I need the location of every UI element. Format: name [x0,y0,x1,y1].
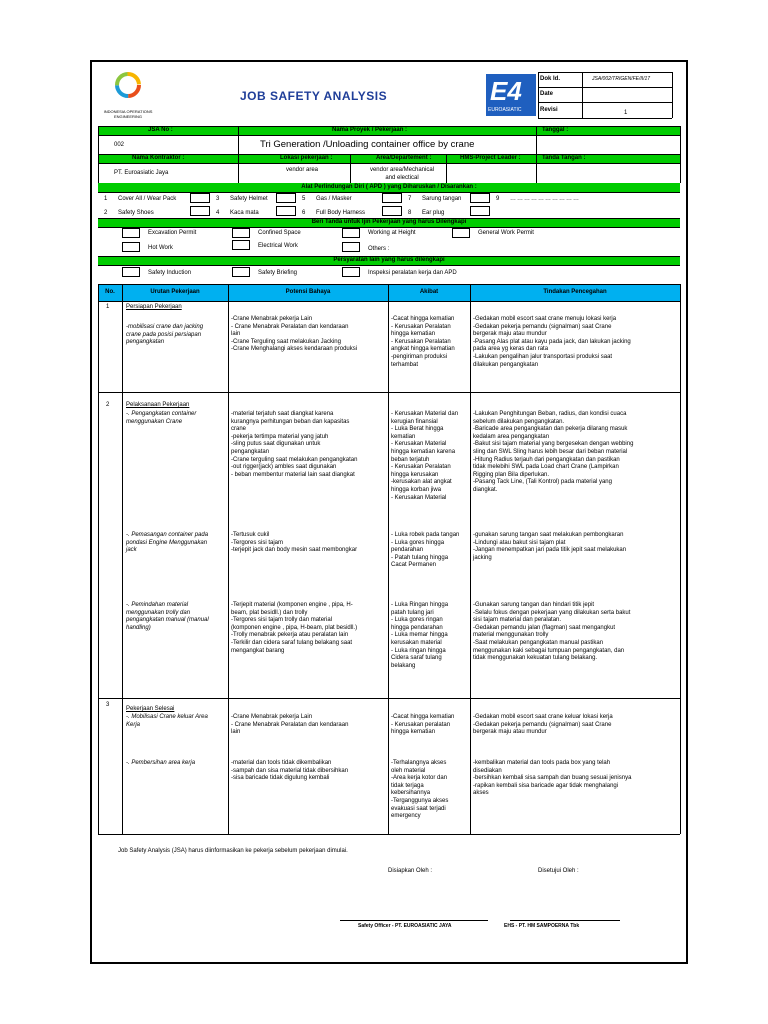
date-label: Date [540,91,554,97]
apd-checkbox-6[interactable] [382,206,402,216]
permit-checkbox-electrical[interactable] [232,240,250,250]
apd-checkbox-8[interactable] [470,206,490,216]
col-header-urutan: Urutan Pekerjaan [150,289,200,295]
apd-num-9: 9 [496,196,500,202]
s3-step1-tindakan: -Gedakan mobil escort saat crane keluar lokasi kerja -Gedakan pekerja pemandu (signalman) saat Crane bergerak maju atau mundur [473,714,613,736]
disetujui-label: Disetujui Oleh : [538,868,579,874]
s2-step1-bahaya: -material terjatuh saat diangkat karena kurangnya perhitungan beban dan kapasitas crane -pekerja tertimpa material yang jatuh -sling putus saat digunakan untuk pengangkatan -Crane terguling saat melakukan pengangkatan -out rigger(jack) ambles saat digunakan - beban membentur material lain saat diangkat [231,411,358,478]
project-label: Nama Proyek / Pekerjaan : [332,127,408,133]
s1-step1-urutan: -mobilisasi crane dan jacking crane pada posisi persiapan pengangkatan [126,324,204,346]
apd-checkbox-4[interactable] [276,206,296,216]
section-1-title: Persiapan Pekerjaan [126,304,182,310]
s2-step3-bahaya: -Terjepit material (komponen engine , pipa, H- beam, plat besidll.) dan trolly -Tergores sisi tajam trolly dan material (komponen engine , pipa, H-beam, plat besidll.) -Trolly menabrak pekerja atau peralatan lain -Terkilir dan cidera saraf tulang belakang saat mengangkat barang [231,602,358,654]
apd-checkbox-3[interactable] [276,193,296,203]
apd-checkbox-7[interactable] [470,193,490,203]
apd-label-5: Gas / Masker [316,196,352,202]
permit-label-others: Others : [368,246,390,252]
kontraktor-value: PT. Euroasiatic Jaya [114,170,169,176]
s3-step1-urutan: -. Mobilisasi Crane keluar Area Kerja [126,714,208,728]
s3-step2-urutan: -. Pembersihan area kerja [126,760,196,766]
s2-step2-bahaya: -Tertusuk cukil -Tergores sisi tajam -terjepit jack dan body mesin saat membongkar [231,532,358,554]
doc-id-label: Dok Id. [540,76,561,82]
s2-step1-akibat: - Kerusakan Material dan kerugian finansial - Luka Berat hingga kematian - Kerusakan Material hingga kematian karena beban terjatuh - Kerusakan Peralatan hingga kerusakan -kerusakan alat angkat hingga korban jiwa - Kerusakan Material [391,411,459,501]
apd-num-7: 7 [408,196,412,202]
jsa-no-value: 002 [114,142,125,148]
signatory-2: EHS - PT. HM SAMPOERNA Tbk [504,923,580,929]
lokasi-label: Lokasi pekerjaan : [280,155,333,161]
kontraktor-label: Nama Kontraktor : [132,155,185,161]
area-label: Area/Departement : [376,155,432,161]
revisi-label: Revisi [540,107,558,113]
e4-caption: EUROASIATIC [488,107,522,113]
apd-num-6: 6 [302,210,306,216]
section-2-title: Pelaksanaan Pekerjaan [126,402,190,408]
disiapkan-label: Disiapkan Oleh : [388,868,433,874]
e4-mark: E4 [490,76,522,106]
permit-label-electrical: Electrical Work [258,243,298,249]
jsa-no-label: JSA No : [148,127,173,133]
s2-step3-tindakan: -Gunakan sarung tangan dan hindari titik jepit -Selalu fokus dengan pekerjaan yang dilakukan serta bakut sisi tajam material dan peralatan. -Gedakan pemandu jalan (flagman) saat mengangkut material menggunakan trolly -Saat melakukan pengangkatan manual pastikan menggunakan kaki sebagai tumpuan pengangkatan, dan tidak menggunakan kekuatan tulang belakang. [473,602,631,662]
document-title: JOB SAFETY ANALYSIS [240,89,388,103]
apd-num-1: 1 [104,196,108,202]
permit-label-general: General Work Permit [478,230,534,236]
permit-checkbox-hotwork[interactable] [122,242,140,252]
col-header-no: No. [105,289,115,295]
hms-label: HMS-Project Leader : [460,155,521,161]
signatory-1: Safety Officer - PT. EUROASIATIC JAYA [358,923,452,929]
s3-step2-bahaya: -material dan tools tidak dikembalikan -sampah dan sisa material tidak dibersihkan -sisa baricade tidak digulung kembali [231,760,349,782]
tanggal-label: Tanggal : [542,127,569,133]
permit-label-hotwork: Hot Work [148,245,173,251]
s2-step2-akibat: - Luka robek pada tangan - Luka gores hingga pendarahan - Patah tulang hingga Cacat Permanen [391,532,460,569]
s2-step1-urutan: -. Pengangkatan container menggunakan Crane [126,411,197,425]
section-2-no: 2 [106,402,110,408]
apd-label-1: Cover All / Wear Pack [118,196,177,202]
apd-checkbox-1[interactable] [190,193,210,203]
permit-checkbox-general[interactable] [452,228,470,238]
s2-step3-akibat: - Luka Ringan hingga patah tulang jari - Luka gores ringan hingga pendarahan - Luka memar hingga kerusakan material - Luka ringan hingga Cidera saraf tulang belakang [391,602,449,669]
apd-label-4: Kaca mata [230,210,259,216]
s3-step1-bahaya: -Crane Menabrak pekerja Lain - Crane Menabrak Peralatan dan kendaraan lain [231,714,349,736]
s3-step2-akibat: -Terhalangnya akses oleh material -Area kerja kotor dan tidak terjaga kebersihannya -Terganggunya akses evakuasi saat terjadi emergency [391,760,449,820]
apd-num-2: 2 [104,210,108,216]
logo-caption: INDONESIA OPERATIONS ENGINEERING [103,109,153,119]
company-logo [98,70,158,119]
permit-label-excavation: Excavation Permit [148,230,197,236]
project-value: Tri Generation /Unloading container office by crane [260,139,475,150]
e4-logo [486,74,536,116]
revisi-value: 1 [624,110,628,116]
tanda-label: Tanda Tangan : [542,155,586,161]
permit-checkbox-height[interactable] [342,228,360,238]
s1-step1-bahaya: -Crane Menabrak pekerja Lain - Crane Menabrak Peralatan dan kendaraan lain -Crane Terguling saat melakukan Jacking -Crane Menghalangi akses kendaraan produksi [231,316,358,353]
permit-checkbox-excavation[interactable] [122,228,140,238]
apd-dots: ………………………… [510,196,580,202]
apd-checkbox-5[interactable] [382,193,402,203]
area-value: vendor area/Mechanical and electical [369,167,435,181]
apd-label-3: Safety Helmet [230,196,268,202]
section-3-no: 3 [106,702,110,708]
req-checkbox-induction[interactable] [122,267,140,277]
s3-step1-akibat: -Cacat hingga kematian - Kerusakan peralatan hingga kematian [391,714,455,736]
permit-header: Beri Tanda untuk Ijin Pekerjaan yang harus Dilengkapi [311,219,467,225]
s2-step2-urutan: -. Pemasangan container pada pondasi Engine Menggunakan jack [126,532,209,554]
apd-num-5: 5 [302,196,306,202]
apd-num-4: 4 [216,210,220,216]
jsa-document [90,60,688,964]
s2-step3-urutan: -. Pemindahan material menggunakan trolly dan pengangkatan manual (manual handling) [126,602,209,631]
apd-label-8: Ear plug [422,210,445,216]
req-label-induction: Safety Induction [148,270,192,276]
doc-id-value: JSA/002/TRIGEN/FE/II/17 [592,76,651,82]
req-checkbox-briefing[interactable] [232,267,250,277]
permit-label-confined: Confined Space [258,230,301,236]
req-checkbox-inspeksi[interactable] [342,267,360,277]
signature-line-2 [510,920,620,921]
s3-step2-tindakan: -kembalikan material dan tools pada box yang telah disediakan -bersihkan kembali sisa sampah dan buang sesuai jenisnya -rapikan kembali sisa baricade agar tidak menghalangi akses [473,760,632,797]
s2-step2-tindakan: -gunakan sarung tangan saat melakukan pembongkaran -Lindungi atau bakut sisi tajam plat -Jangan menempatkan jari pada titik jepit saat melakukan jacking [473,532,627,561]
permit-checkbox-confined[interactable] [232,228,250,238]
apd-num-8: 8 [408,210,412,216]
s1-step1-tindakan: -Gedakan mobil escort saat crane menuju lokasi kerja -Gedakan pekerja pemandu (signalman) saat Crane bergerak maju atau mundur -Pasang Alas plat atau kayu pada jack, dan lakukan jacking pada area yg keras dan rata -Lakukan pengalihan jalur transportasi produksi saat dilakukan pengangkatan [473,316,631,368]
apd-checkbox-2[interactable] [190,206,210,216]
apd-num-3: 3 [216,196,220,202]
section-1-no: 1 [106,304,110,310]
req-header: Persyaratan lain yang harus dilengkapi [333,257,445,263]
col-header-akibat: Akibat [419,289,439,295]
signature-line-1 [340,920,488,921]
req-label-inspeksi: Inspeksi peralatan kerja dan APD [368,270,457,276]
apd-header: Alat Perlindungan Diri ( APD ) yang Diharuskan / Disarankan : [301,184,477,190]
lokasi-value: vendor area [286,167,319,173]
logo-ring-icon [98,70,158,104]
section-3-title: Pekerjaan Selesai [126,706,175,712]
col-header-bahaya: Potensi Bahaya [285,289,331,295]
col-header-tindakan: Tindakan Pencegahan [543,289,607,295]
apd-label-6: Full Body Harness [316,210,366,216]
apd-label-7: Sarung tangan [422,196,462,202]
req-label-briefing: Safety Briefing [258,270,298,276]
s2-step1-tindakan: -Lakukan Penghitungan Beban, radius, dan kondisi cuaca sebelum dilakukan pengangkatan. -Baricade area pengangkatan dan pekerja dilarang masuk kedalam area pengangkatan -Bakut sisi tajam material yang bergesekan dengan webbing sling dan SWL Sling harus lebih besar dari beban material -Hitung Radius terjauh dari pengangkatan dan pastikan tidak melebihi SWL pada Load chart Crane (Lampirkan Rigging plan Bila diperlukan. -Pasang Tack Line, (Tali Kontrol) pada material yang diangkat. [473,411,634,493]
s1-step1-akibat: -Cacat hingga kematian - Kerusakan Peralatan hingga kematian - Kerusakan Peralatan angkat hingga kematian -pengiriman produksi terhambat [391,316,455,368]
permit-label-height: Working at Height [368,230,416,236]
permit-checkbox-others[interactable] [342,242,360,252]
footer-note: Job Safety Analysis (JSA) harus diinformasikan ke pekerja sebelum pekerjaan dimulai. [118,848,348,854]
apd-label-2: Safety Shoes [118,210,154,216]
